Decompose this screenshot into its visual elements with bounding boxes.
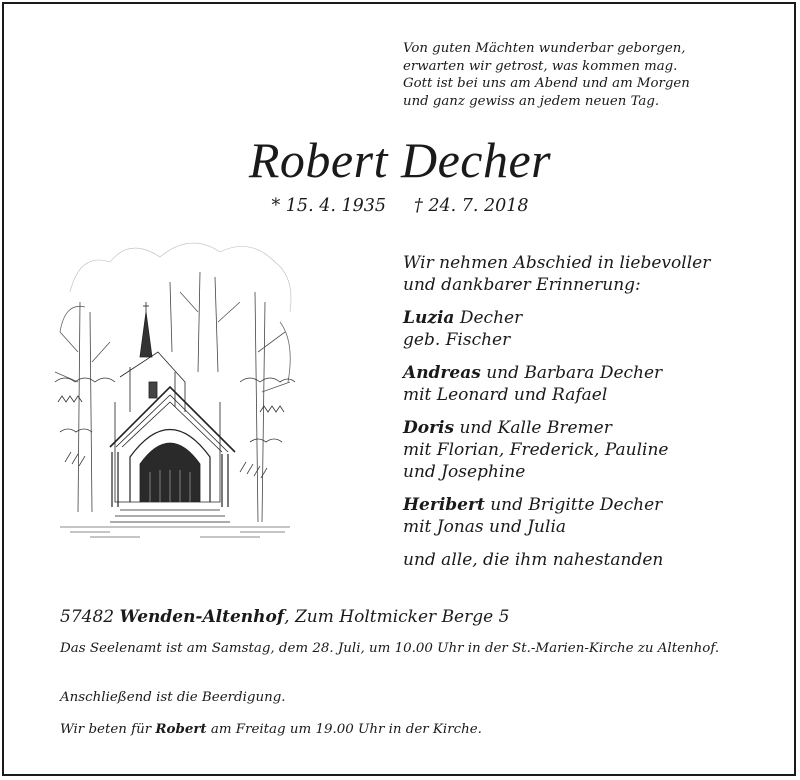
closing-line: und alle, die ihm nahestanden xyxy=(403,550,664,570)
family-name: Andreas xyxy=(403,363,481,383)
birth-date: * 15. 4. 1935 xyxy=(271,196,386,216)
poem-line: Von guten Mächten wunderbar geborgen, xyxy=(403,41,686,56)
prayer-notice: Wir beten für Robert am Freitag um 19.00 Uhr in der Kirche. xyxy=(60,721,482,737)
address: 57482 Wenden-Altenhof, Zum Holtmicker Berge 5 xyxy=(60,607,510,627)
chapel-sketch-icon xyxy=(50,232,300,552)
deceased-name: Robert Decher xyxy=(248,132,552,188)
poem xyxy=(403,40,783,110)
address-place: Wenden-Altenhof xyxy=(119,607,285,627)
poem-line: erwarten wir getrost, was kommen mag. xyxy=(403,58,678,74)
poem-line: und ganz gewiss an jedem neuen Tag. xyxy=(403,93,660,109)
requiem-notice: Das Seelenamt ist am Samstag, dem 28. Juli, um 10.00 Uhr in der St.-Marien-Kirche zu Altenhof. xyxy=(60,641,720,656)
family-name: Luzia xyxy=(403,308,455,328)
family-entry: Andreas und Barbara Decher mit Leonard und Rafael xyxy=(403,363,663,405)
family-entry: Heribert und Brigitte Decher mit Jonas und Julia xyxy=(403,495,663,537)
poem-line: Gott ist bei uns am Abend und am Morgen xyxy=(403,76,690,91)
family-name: Doris xyxy=(403,418,455,438)
family-entry: Doris und Kalle Bremer mit Florian, Frederick, Pauline und Josephine xyxy=(403,418,669,482)
death-date: † 24. 7. 2018 xyxy=(414,196,529,216)
family-section xyxy=(403,252,783,571)
life-dates xyxy=(0,195,800,217)
family-name: Heribert xyxy=(403,495,485,515)
family-entry: Luzia Decher geb. Fischer xyxy=(403,308,523,350)
burial-notice: Anschließend ist die Beerdigung. xyxy=(60,690,286,705)
farewell-text: Wir nehmen Abschied in liebevoller und dankbarer Erinnerung: xyxy=(403,253,711,295)
